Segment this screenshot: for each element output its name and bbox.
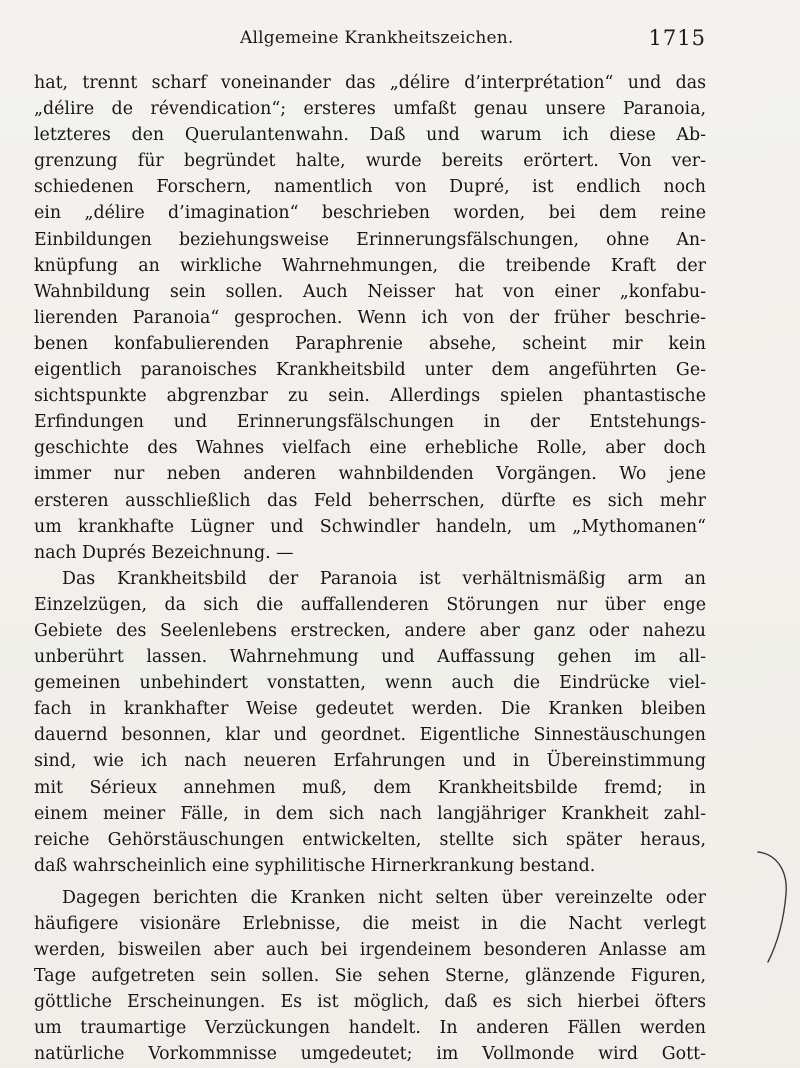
text-line: lierenden Paranoia“ gesprochen. Wenn ich von der früher beschrie- <box>34 307 706 328</box>
text-line: göttliche Erscheinungen. Es ist möglich, daß es sich hierbei öfters <box>34 992 706 1013</box>
text-line: Dagegen berichten die Kranken nicht selten über vereinzelte oder <box>62 887 706 908</box>
text-line: Einbildungen beziehungsweise Erinnerungsfälschungen, ohne An- <box>34 229 706 250</box>
text-line: ersteren ausschließlich das Feld beherrschen, dürfte es sich mehr <box>34 490 706 511</box>
text-line: mit Sérieux annehmen muß, dem Krankheitsbilde fremd; in <box>34 777 706 798</box>
text-line: Tage aufgetreten sein sollen. Sie sehen Sterne, glänzende Figuren, <box>34 966 706 987</box>
text-line: unberührt lassen. Wahrnehmung und Auffassung gehen im all- <box>34 647 706 668</box>
text-line: werden, bisweilen aber auch bei irgendeinem besonderen Anlasse am <box>34 940 706 961</box>
text-line: ein „délire d’imagination“ beschrieben worden, bei dem reine <box>34 203 706 224</box>
text-line: gemeinen unbehindert vonstatten, wenn auch die Eindrücke viel- <box>34 673 706 694</box>
text-line: Gebiete des Seelenlebens erstrecken, andere aber ganz oder nahezu <box>34 620 706 641</box>
paragraph-1 <box>34 70 706 566</box>
text-line: einem meiner Fälle, in dem sich nach langjähriger Krankheit zahl- <box>34 803 706 824</box>
pencil-margin-mark-icon <box>754 846 794 966</box>
text-line: natürliche Vorkommnisse umgedeutet; im Vollmonde wird Gott- <box>34 1044 706 1065</box>
text-line: sichtspunkte abgrenzbar zu sein. Allerdings spielen phantastische <box>34 386 706 407</box>
text-line: reiche Gehörstäuschungen entwickelten, stellte sich später heraus, <box>34 829 706 850</box>
page-number: 1715 <box>648 26 706 50</box>
text-line: knüpfung an wirkliche Wahrnehmungen, die treibende Kraft der <box>34 255 706 276</box>
text-line: geschichte des Wahnes vielfach eine erhebliche Rolle, aber doch <box>34 438 706 459</box>
page-header <box>34 22 706 58</box>
text-line: benen konfabulierenden Paraphrenie absehe, scheint mir kein <box>34 333 706 354</box>
text-line: „délire de révendication“; ersteres umfaßt genau unsere Paranoia, <box>34 99 706 120</box>
text-line: letzteres den Querulantenwahn. Daß und warum ich diese Ab- <box>34 125 706 146</box>
text-line: hat, trennt scharf voneinander das „délire d’interprétation“ und das <box>34 73 706 93</box>
text-line: daß wahrscheinlich eine syphilitische Hirnerkrankung bestand. <box>34 855 596 876</box>
text-line: fach in krankhafter Weise gedeutet werden. Die Kranken bleiben <box>34 699 706 720</box>
text-line: grenzung für begründet halte, wurde bereits erörtert. Von ver- <box>34 151 706 172</box>
text-line: Einzelzügen, da sich die auffallenderen Störungen nur über enge <box>34 594 706 615</box>
paragraph-3 <box>34 885 706 1068</box>
text-line: Erfindungen und Erinnerungsfälschungen in der Entstehungs- <box>34 412 706 433</box>
text-line: dauernd besonnen, klar und geordnet. Eigentliche Sinnestäuschungen <box>34 725 706 746</box>
text-line: um krankhafte Lügner und Schwindler handeln, um „Mythomanen“ <box>34 516 706 537</box>
paragraph-2 <box>34 566 706 879</box>
text-line: eigentlich paranoisches Krankheitsbild unter dem angeführten Ge- <box>34 360 706 381</box>
text-line: Das Krankheitsbild der Paranoia ist verhältnismäßig arm an <box>62 568 706 589</box>
text-line: sind, wie ich nach neueren Erfahrungen und in Übereinstimmung <box>34 751 706 772</box>
text-line: Wahnbildung sein sollen. Auch Neisser hat von einer „konfabu- <box>34 281 706 302</box>
text-line: schiedenen Forschern, namentlich von Dupré, ist endlich noch <box>34 177 706 198</box>
text-line: häufigere visionäre Erlebnisse, die meist in die Nacht verlegt <box>34 914 706 934</box>
text-line: um traumartige Verzückungen handelt. In anderen Fällen werden <box>34 1018 706 1039</box>
text-line: immer nur neben anderen wahnbildenden Vorgängen. Wo jene <box>34 464 706 485</box>
body-text <box>34 70 706 1068</box>
running-head: Allgemeine Krankheitszeichen. <box>240 28 514 48</box>
text-line: nach Duprés Bezeichnung. — <box>34 542 294 563</box>
